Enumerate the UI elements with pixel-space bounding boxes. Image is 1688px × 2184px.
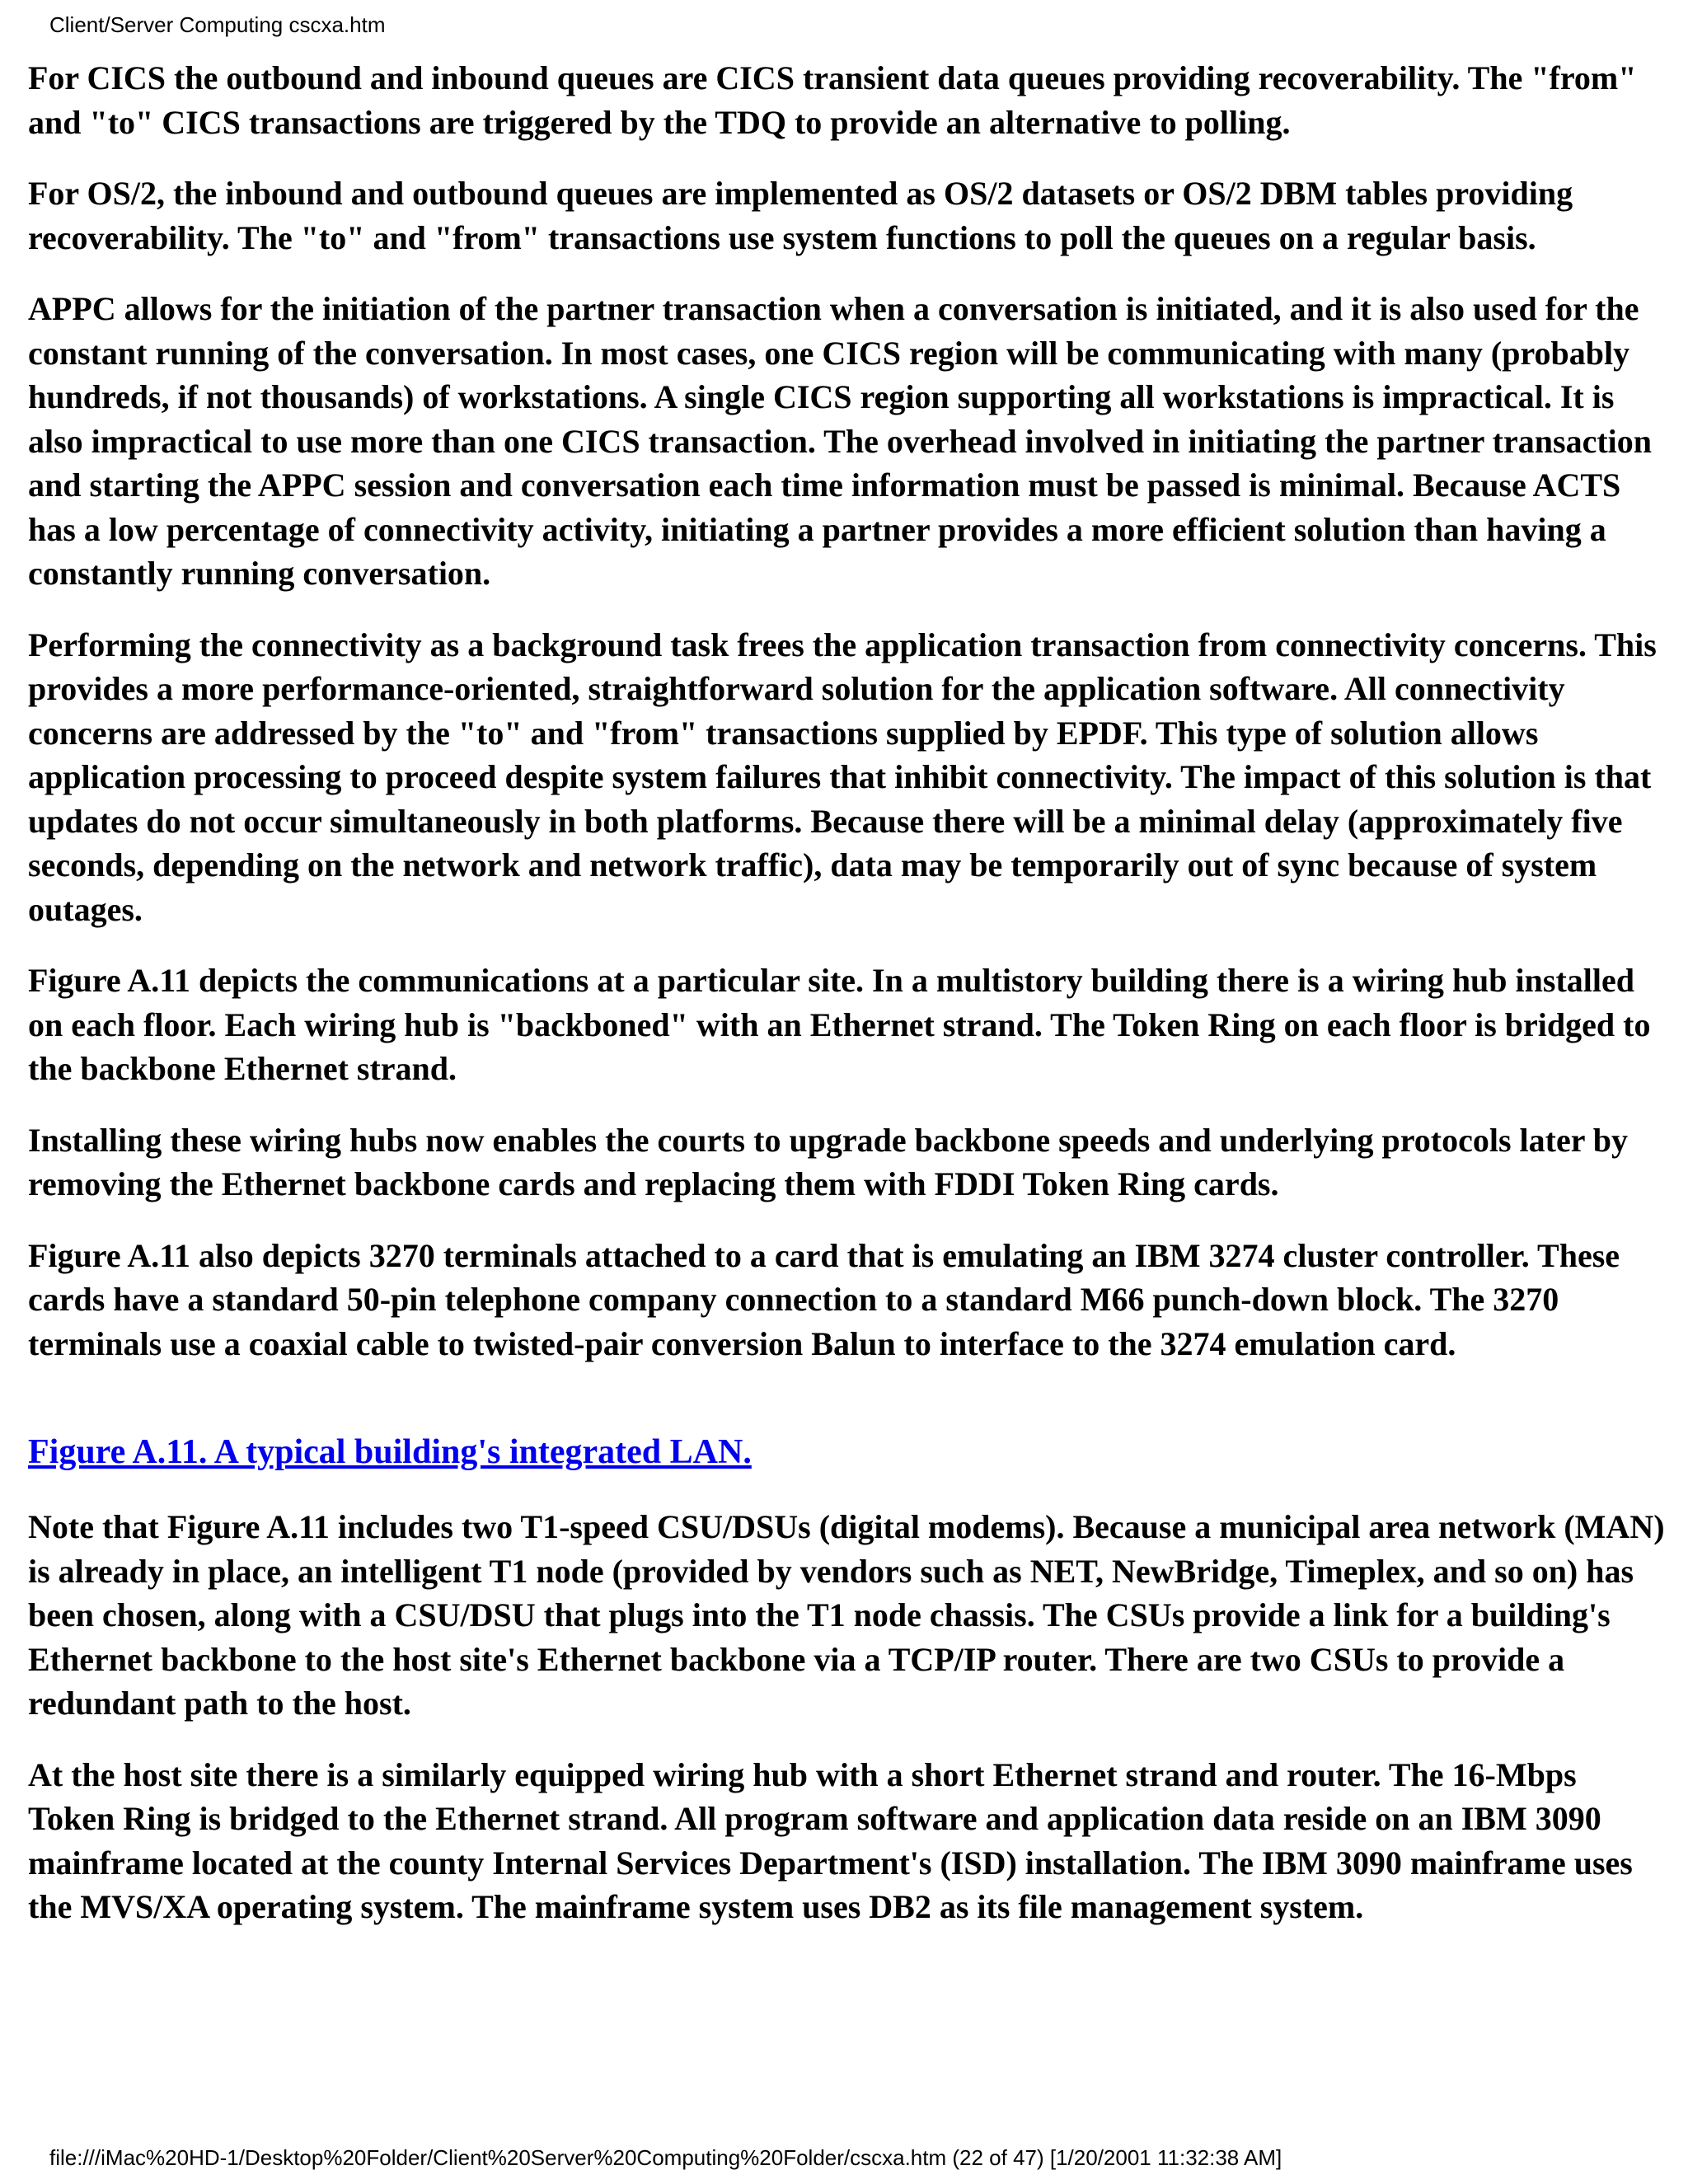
- figure-a11-link[interactable]: Figure A.11. A typical building's integrated LAN.: [28, 1433, 752, 1471]
- paragraph-host-site: At the host site there is a similarly equipped wiring hub with a short Ethernet strand and router. The 16-Mbps Token Ring is bridged to the Ethernet strand. All program software and application data reside on an IBM 3090 mainframe located at the county Internal Services Department's (ISD) installation. The IBM 3090 mainframe uses the MVS/XA operating system. The mainframe system uses DB2 as its file management system.: [28, 1755, 1633, 1925]
- paragraph-3270-terminals: Figure A.11 also depicts 3270 terminals attached to a card that is emulating an IBM 3274 cluster controller. These cards have a standard 50-pin telephone company connection to a standard M66 punch-down block. The 3270 terminals use a coaxial cable to twisted-pair conversion Balun to interface to the 3274 emulation card.: [28, 1236, 1620, 1362]
- paragraph-csu-dsu: Note that Figure A.11 includes two T1-speed CSU/DSUs (digital modems). Because a municipal area network (MAN) is already in place, an intelligent T1 node (provided by vendors such as NET, NewBridge, Timeplex, and so on) has been chosen, along with a CSU/DSU that plugs into the T1 node chassis. The CSUs provide a link for a building's Ethernet backbone to the host site's Ethernet backbone via a TCP/IP router. There are two CSUs to provide a redundant path to the host.: [28, 1508, 1665, 1722]
- paragraph-background-task: Performing the connectivity as a background task frees the application transaction from connectivity concerns. This provides a more performance-oriented, straightforward solution for the application software. All connectivity concerns are addressed by the "to" and "from" transactions supplied by EPDF. This type of solution allows application processing to proceed despite system failures that inhibit connectivity. The impact of this solution is that updates do not occur simultaneously in both platforms. Because there will be a minimal delay (approximately five seconds, depending on the network and network traffic), data may be temporarily out of sync because of system outages.: [28, 626, 1657, 928]
- page-header-title: Client/Server Computing cscxa.htm: [49, 12, 386, 37]
- document-body: [28, 56, 1668, 1957]
- paragraph-figure-communications: Figure A.11 depicts the communications at a particular site. In a multistory building there is a wiring hub installed on each floor. Each wiring hub is "backboned" with an Ethernet strand. The Token Ring on each floor is bridged to the backbone Ethernet strand.: [28, 962, 1651, 1087]
- paragraph-appc: APPC allows for the initiation of the partner transaction when a conversation is initiated, and it is also used for the constant running of the conversation. In most cases, one CICS region will be communicating with many (probably hundreds, if not thousands) of workstations. A single CICS region supporting all workstations is impractical. It is also impractical to use more than one CICS transaction. The overhead involved in initiating the partner transaction and starting the APPC session and conversation each time information must be passed is minimal. Because ACTS has a low percentage of connectivity activity, initiating a partner provides a more efficient solution than having a constantly running conversation.: [28, 290, 1652, 592]
- page-footer-url: file:///iMac%20HD-1/Desktop%20Folder/Client%20Server%20Computing%20Folder/cscxa.htm (22 of 47) [1/20/2001 11:32:38 AM]: [49, 2145, 1282, 2170]
- paragraph-cics-queues: For CICS the outbound and inbound queues are CICS transient data queues providing recoverability. The "from" and "to" CICS transactions are triggered by the TDQ to provide an alternative to polling.: [28, 59, 1637, 141]
- paragraph-wiring-hubs: Installing these wiring hubs now enables the courts to upgrade backbone speeds and underlying protocols later by removing the Ethernet backbone cards and replacing them with FDDI Token Ring cards.: [28, 1121, 1629, 1202]
- paragraph-os2-queues: For OS/2, the inbound and outbound queues are implemented as OS/2 datasets or OS/2 DBM tables providing recoverability. The "to" and "from" transactions use system functions to poll the queues on a regular basis.: [28, 175, 1573, 256]
